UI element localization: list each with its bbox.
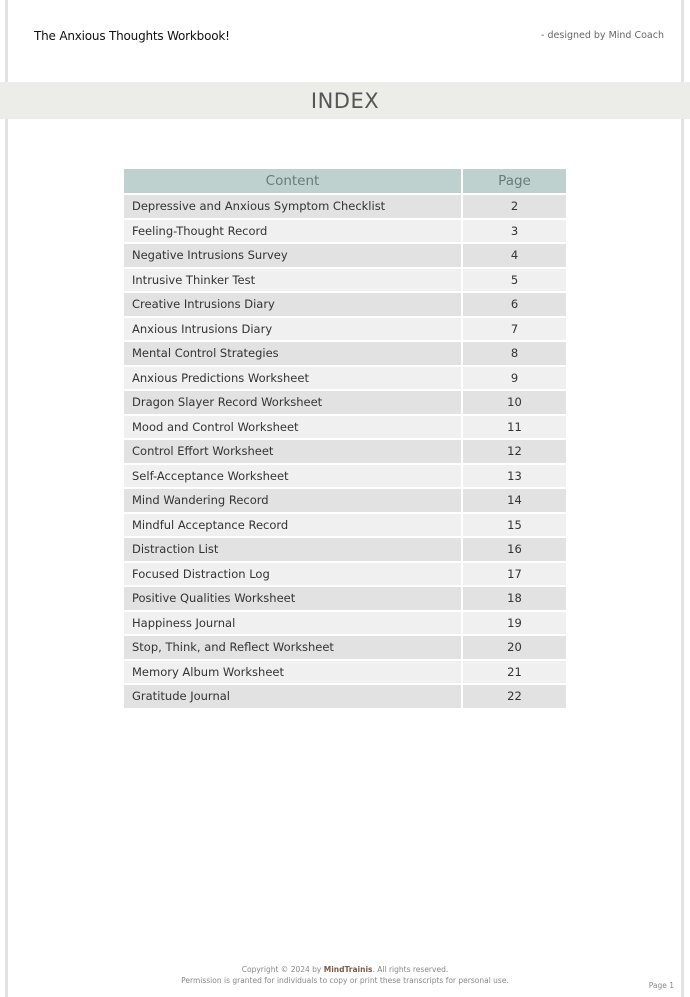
- page-column-header: Page: [463, 169, 566, 193]
- table-row: [124, 416, 566, 439]
- content-cell: Gratitude Journal: [124, 685, 461, 708]
- footer: [0, 964, 690, 986]
- page-number-cell: 22: [463, 685, 566, 708]
- content-cell: Anxious Intrusions Diary: [124, 318, 461, 341]
- table-row: [124, 661, 566, 684]
- page-number-cell: 9: [463, 367, 566, 390]
- index-heading: INDEX: [310, 88, 380, 113]
- workbook-title: The Anxious Thoughts Workbook!: [34, 29, 230, 43]
- table-header-row: [124, 169, 566, 193]
- table-row: [124, 293, 566, 316]
- page-number-cell: 6: [463, 293, 566, 316]
- page-number-cell: 14: [463, 489, 566, 512]
- page-number-cell: 4: [463, 244, 566, 267]
- table-row: [124, 465, 566, 488]
- page-number-cell: 21: [463, 661, 566, 684]
- index-table: [122, 167, 568, 710]
- designer-credit: - designed by Mind Coach: [541, 30, 664, 41]
- content-cell: Positive Qualities Worksheet: [124, 587, 461, 610]
- page-number-cell: 10: [463, 391, 566, 414]
- table-row: [124, 489, 566, 512]
- content-cell: Distraction List: [124, 538, 461, 561]
- table-row: [124, 195, 566, 218]
- copyright-line: [0, 964, 690, 975]
- table-row: [124, 318, 566, 341]
- content-cell: Feeling-Thought Record: [124, 220, 461, 243]
- right-border: [681, 0, 684, 997]
- table-row: [124, 342, 566, 365]
- content-column-header: Content: [124, 169, 461, 193]
- page-number-cell: 11: [463, 416, 566, 439]
- content-cell: Self-Acceptance Worksheet: [124, 465, 461, 488]
- table-row: [124, 514, 566, 537]
- table-row: [124, 244, 566, 267]
- table-row: [124, 391, 566, 414]
- content-cell: Intrusive Thinker Test: [124, 269, 461, 292]
- content-cell: Mind Wandering Record: [124, 489, 461, 512]
- page-number-cell: 19: [463, 612, 566, 635]
- page-number-cell: 12: [463, 440, 566, 463]
- table-row: [124, 612, 566, 635]
- content-cell: Happiness Journal: [124, 612, 461, 635]
- content-cell: Control Effort Worksheet: [124, 440, 461, 463]
- page-number-cell: 3: [463, 220, 566, 243]
- permission-line: Permission is granted for individuals to copy or print these transcripts for personal use.: [181, 976, 509, 985]
- content-cell: Creative Intrusions Diary: [124, 293, 461, 316]
- page-number-cell: 15: [463, 514, 566, 537]
- left-border: [5, 0, 8, 997]
- table-row: [124, 538, 566, 561]
- content-cell: Mood and Control Worksheet: [124, 416, 461, 439]
- content-cell: Negative Intrusions Survey: [124, 244, 461, 267]
- table-row: [124, 269, 566, 292]
- table-row: [124, 636, 566, 659]
- copyright-suffix: . All rights reserved.: [372, 965, 449, 974]
- table-row: [124, 440, 566, 463]
- content-cell: Memory Album Worksheet: [124, 661, 461, 684]
- page-number: Page 1: [648, 981, 674, 990]
- table-row: [124, 220, 566, 243]
- page-number-cell: 20: [463, 636, 566, 659]
- table-row: [124, 587, 566, 610]
- page-number-cell: 18: [463, 587, 566, 610]
- content-cell: Mental Control Strategies: [124, 342, 461, 365]
- page-number-cell: 13: [463, 465, 566, 488]
- page-number-cell: 8: [463, 342, 566, 365]
- index-table-body: [124, 195, 566, 708]
- table-row: [124, 563, 566, 586]
- page-number-cell: 5: [463, 269, 566, 292]
- copyright-prefix: Copyright © 2024 by: [241, 965, 324, 974]
- content-cell: Depressive and Anxious Symptom Checklist: [124, 195, 461, 218]
- table-row: [124, 685, 566, 708]
- page-number-cell: 16: [463, 538, 566, 561]
- page-number-cell: 17: [463, 563, 566, 586]
- brand-name: MindTrainis: [323, 965, 373, 974]
- content-cell: Stop, Think, and Reflect Worksheet: [124, 636, 461, 659]
- content-cell: Mindful Acceptance Record: [124, 514, 461, 537]
- content-cell: Focused Distraction Log: [124, 563, 461, 586]
- table-row: [124, 367, 566, 390]
- content-cell: Dragon Slayer Record Worksheet: [124, 391, 461, 414]
- page-number-cell: 7: [463, 318, 566, 341]
- index-banner: [0, 82, 690, 119]
- content-cell: Anxious Predictions Worksheet: [124, 367, 461, 390]
- page-number-cell: 2: [463, 195, 566, 218]
